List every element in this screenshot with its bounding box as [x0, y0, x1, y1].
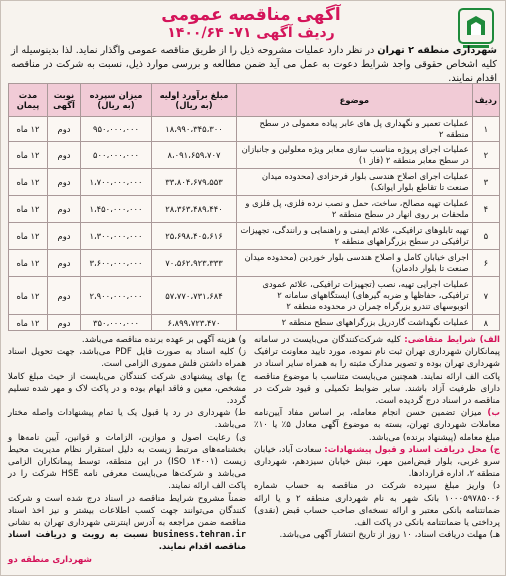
row-period: ۱۲ ماه [9, 223, 48, 250]
row-no: ۳ [472, 169, 499, 196]
table-row [9, 117, 500, 142]
intro-bold: شهرداری منطقه ۲ تهران [377, 45, 497, 56]
notice-row-label: ردیف آگهی ۷۱- ۱۴۰۰/۶۴ [167, 25, 335, 41]
row-round: دوم [48, 117, 81, 142]
row-estimate: ۲۸،۳۶۳،۴۸۹،۴۴۰ [152, 196, 237, 223]
condition-b-text: میزان تضمین حسن انجام معامله، بر اساس مفاد آیین‌نامه معاملات شهرداری تهران، بسته به موضوع آگهی معادل ۵٪ یا ۱۰٪ مبلغ معامله (پیشنهاد برنده) می‌باشد. [254, 408, 501, 443]
row-no: ۷ [472, 277, 499, 315]
row-round: دوم [48, 169, 81, 196]
row-no: ۶ [472, 250, 499, 277]
table-row [9, 142, 500, 169]
condition-a-title: الف) شرایط متقاضی: [404, 335, 500, 345]
row-round: دوم [48, 196, 81, 223]
footer-signature: شهرداری منطقه دو [8, 554, 92, 565]
header-subject: موضوع [237, 84, 473, 117]
row-deposit: ۱،۷۰۰،۰۰۰،۰۰۰ [81, 169, 152, 196]
row-period: ۱۲ ماه [9, 117, 48, 142]
table-row [9, 223, 500, 250]
tender-table [8, 83, 500, 331]
row-period: ۱۲ ماه [9, 315, 48, 331]
header-deposit: میزان سپرده (به ریال) [81, 84, 152, 117]
note-1: و) هزینه آگهی بر عهده برنده مناقصه می‌باشد. [81, 335, 246, 345]
row-round: دوم [48, 315, 81, 331]
row-round: دوم [48, 142, 81, 169]
condition-c [254, 444, 500, 481]
condition-c-title: ج) محل دریافت اسناد و قبول پیشنهادات: [324, 444, 500, 455]
row-deposit: ۳۵۰،۰۰۰،۰۰۰ [81, 315, 152, 331]
row-estimate: ۷۰،۵۶۲،۹۲۳،۳۳۳ [152, 250, 237, 277]
note-3: ح) بهای پیشنهادی شرکت کنندگان می‌بایست از حیث مبلغ کاملا مشخص، معین و فاقد ابهام بوده و در پاکت لاک و مهر شده تسلیم گردد. [8, 371, 246, 407]
intro-paragraph [11, 44, 497, 86]
table-header-row [9, 84, 500, 117]
row-deposit: ۳،۶۰۰،۰۰۰،۰۰۰ [81, 250, 152, 277]
row-estimate: ۸،۰۹۱،۶۵۹،۷۰۷ [152, 142, 237, 169]
row-deposit: ۱،۴۵۰،۰۰۰،۰۰۰ [81, 196, 152, 223]
row-period: ۱۲ ماه [9, 196, 48, 223]
website-link[interactable]: business.tehran.ir [152, 530, 246, 541]
note-6-text: ضمناً مشروح شرایط مناقصه در اسناد درج شده است و شرکت کنندگان می‌توانند جهت کسب اطلاعات بیشتر و نیز اخذ اسناد مناقصه ضمن مراجعه به آدرس اینترنتی شهرداری تهران به نشانی [8, 493, 246, 529]
row-estimate: ۳۳،۸۰۴،۶۷۹،۵۵۳ [152, 169, 237, 196]
row-deposit: ۱،۳۰۰،۰۰۰،۰۰۰ [81, 223, 152, 250]
row-no: ۸ [472, 315, 499, 331]
condition-b [254, 407, 500, 444]
condition-a [254, 334, 500, 407]
row-round: دوم [48, 250, 81, 277]
row-subject: عملیات تهیه مصالح، ساخت، حمل و نصب نرده فلزی، پل فلزی و ملحقات بر روی انهار در سطح منطقه ۲ [237, 196, 473, 223]
condition-c-text: سعادت آباد، خیابان سرو غربی، بلوار فیض‌امین مهر، نبش خیابان سیزدهم، شهرداری منطقه ۲، اداره قراردادها. [254, 444, 500, 480]
row-subject: عملیات تعمیر و نگهداری پل های عابر پیاده معمولی در سطح منطقه ۲ [237, 117, 473, 142]
table-row [9, 277, 500, 315]
row-round: دوم [48, 277, 81, 315]
table-row [9, 196, 500, 223]
header-row-no: ردیف [472, 84, 499, 117]
row-round: دوم [48, 223, 81, 250]
row-subject: عملیات نگهداشت گاردریل بزرگراههای سطح منطقه ۲ [237, 315, 473, 331]
conditions-left-column [8, 334, 246, 566]
table-row [9, 315, 500, 331]
header-round: نوبت آگهی [48, 84, 81, 117]
row-estimate: ۵۷،۷۷۰،۷۳۱،۶۸۴ [152, 277, 237, 315]
condition-a-text: کلیه شرکت‌کنندگان می‌بایست در سامانه پیمانکاران شهرداری تهران ثبت نام نموده، مورد تایید معاونت ترافیک شهرداری تهران بوده و تصویر مدارک مثبته را به همراه سایر اسناد در پاکت الف ارائه نمایند. همچنین می‌بایست متناسب با موضوع مناقصه دارای ظرفیت آزاد باشند. سایر ضوابط تکمیلی و قیود شرکت در مناقصه در اسناد درج گردیده است. [254, 335, 500, 407]
row-period: ۱۲ ماه [9, 169, 48, 196]
row-deposit: ۲،۹۰۰،۰۰۰،۰۰۰ [81, 277, 152, 315]
table-row [9, 169, 500, 196]
row-deposit: ۵۰۰،۰۰۰،۰۰۰ [81, 142, 152, 169]
row-subject: عملیات اجرایی تهیه، نصب (تجهیزات ترافیکی، علائم عمودی ترافیکی، حفاظها و ضربه گیرهای) ایستگاههای سامانه ۲ اتوبوسهای تندرو بزرگراه چمران در محدوده منطقه ۲ [237, 277, 473, 315]
header-estimate: مبلغ برآورد اولیه (به ریال) [152, 84, 237, 117]
row-period: ۱۲ ماه [9, 250, 48, 277]
row-period: ۱۲ ماه [9, 142, 48, 169]
row-subject: اجرای خیابان کامل و اصلاح هندسی بلوار خوردین (محدوده میدان صنعت تا بلوار دادمان) [237, 250, 473, 277]
row-period: ۱۲ ماه [9, 277, 48, 315]
row-subject: عملیات اجرای پروژه مناسب سازی معابر ویژه معلولین و جانبازان در سطح معابر منطقه ۲ (فاز ۱) [237, 142, 473, 169]
condition-b-title: ب) [481, 408, 500, 419]
row-no: ۱ [472, 117, 499, 142]
note-4: ط) شهرداری در رد یا قبول یک یا تمام پیشنهادات واصله مختار می‌باشد. [8, 408, 246, 431]
condition-e: هـ) مهلت دریافت اسناد، ۱۰ روز از تاریخ انتشار آگهی می‌باشد. [279, 530, 500, 541]
row-estimate: ۲۵،۶۹۸،۴۰۵،۶۱۶ [152, 223, 237, 250]
note-5: ی) رعایت اصول و موازین، الزامات و قوانین، آیین نامه‌ها و بخشنامه‌های مرتبط زیست به دلیل استقرار نظام مدیریت محیط زیست (۱۴۰۰۱ ISO) در این منطقه، توسط پیمانکاران الزامی می‌باشد و شرکت‌ها می‌بایست معرفی نامه HSE شرکت را در پاکت الف ارائه نمایند. [8, 432, 247, 492]
row-no: ۴ [472, 196, 499, 223]
row-estimate: ۱۸،۹۹۰،۳۴۵،۳۰۰ [152, 117, 237, 142]
row-subject: تهیه تابلوهای ترافیکی، علائم ایمنی و راهنمایی و رانندگی، تجهیزات ترافیکی در سطح بزرگراههای منطقه ۲ [237, 223, 473, 250]
row-no: ۲ [472, 142, 499, 169]
table-row [9, 250, 500, 277]
row-estimate: ۶،۸۹۹،۷۲۳،۴۷۰ [152, 315, 237, 331]
note-6 [8, 493, 246, 554]
conditions-right-column [254, 334, 500, 541]
row-no: ۵ [472, 223, 499, 250]
notice-title: آگهی مناقصه عمومی [161, 5, 341, 25]
condition-d: د) واریز مبلغ سپرده شرکت در مناقصه به حساب شماره ۱۰۰۰۵۹۷۸۵۰۰۶ بانک شهر به نام شهرداری منطقه ۲ و یا ارائه ضمانتنامه بانکی معتبر و ارائه نسخه‌ای صاحب حساب قبض (نقدی) پرداختی یا ضمانتنامه بانکی در پاکت الف. [254, 481, 500, 529]
header-period: مدت پیمان [9, 84, 48, 117]
note-6-end: نسبت به رویت و دریافت اسناد مناقصه اقدام نمایند. [8, 530, 246, 553]
row-deposit: ۹۵۰،۰۰۰،۰۰۰ [81, 117, 152, 142]
row-subject: عملیات اجرای اصلاح هندسی بلوار فرحزادی (محدوده میدان صنعت تا تقاطع بلوار ایوانک) [237, 169, 473, 196]
note-2: ز) کلیه اسناد به صورت فایل PDF می‌باشد، جهت تحویل اسناد همراه داشتن فلش مموری الزامی است. [8, 347, 246, 370]
intro-text: در نظر دارد عملیات مشروحه ذیل را از طریق مناقصه عمومی واگذار نماید. لذا بدینوسیله از کلیه اشخاص حقوقی واجد شرایط دعوت به عمل می آید ضمن مطالعه و بررسی موارد ذیل، نسبت به شرکت در مناقصه اقدام نمایند. [11, 45, 497, 84]
